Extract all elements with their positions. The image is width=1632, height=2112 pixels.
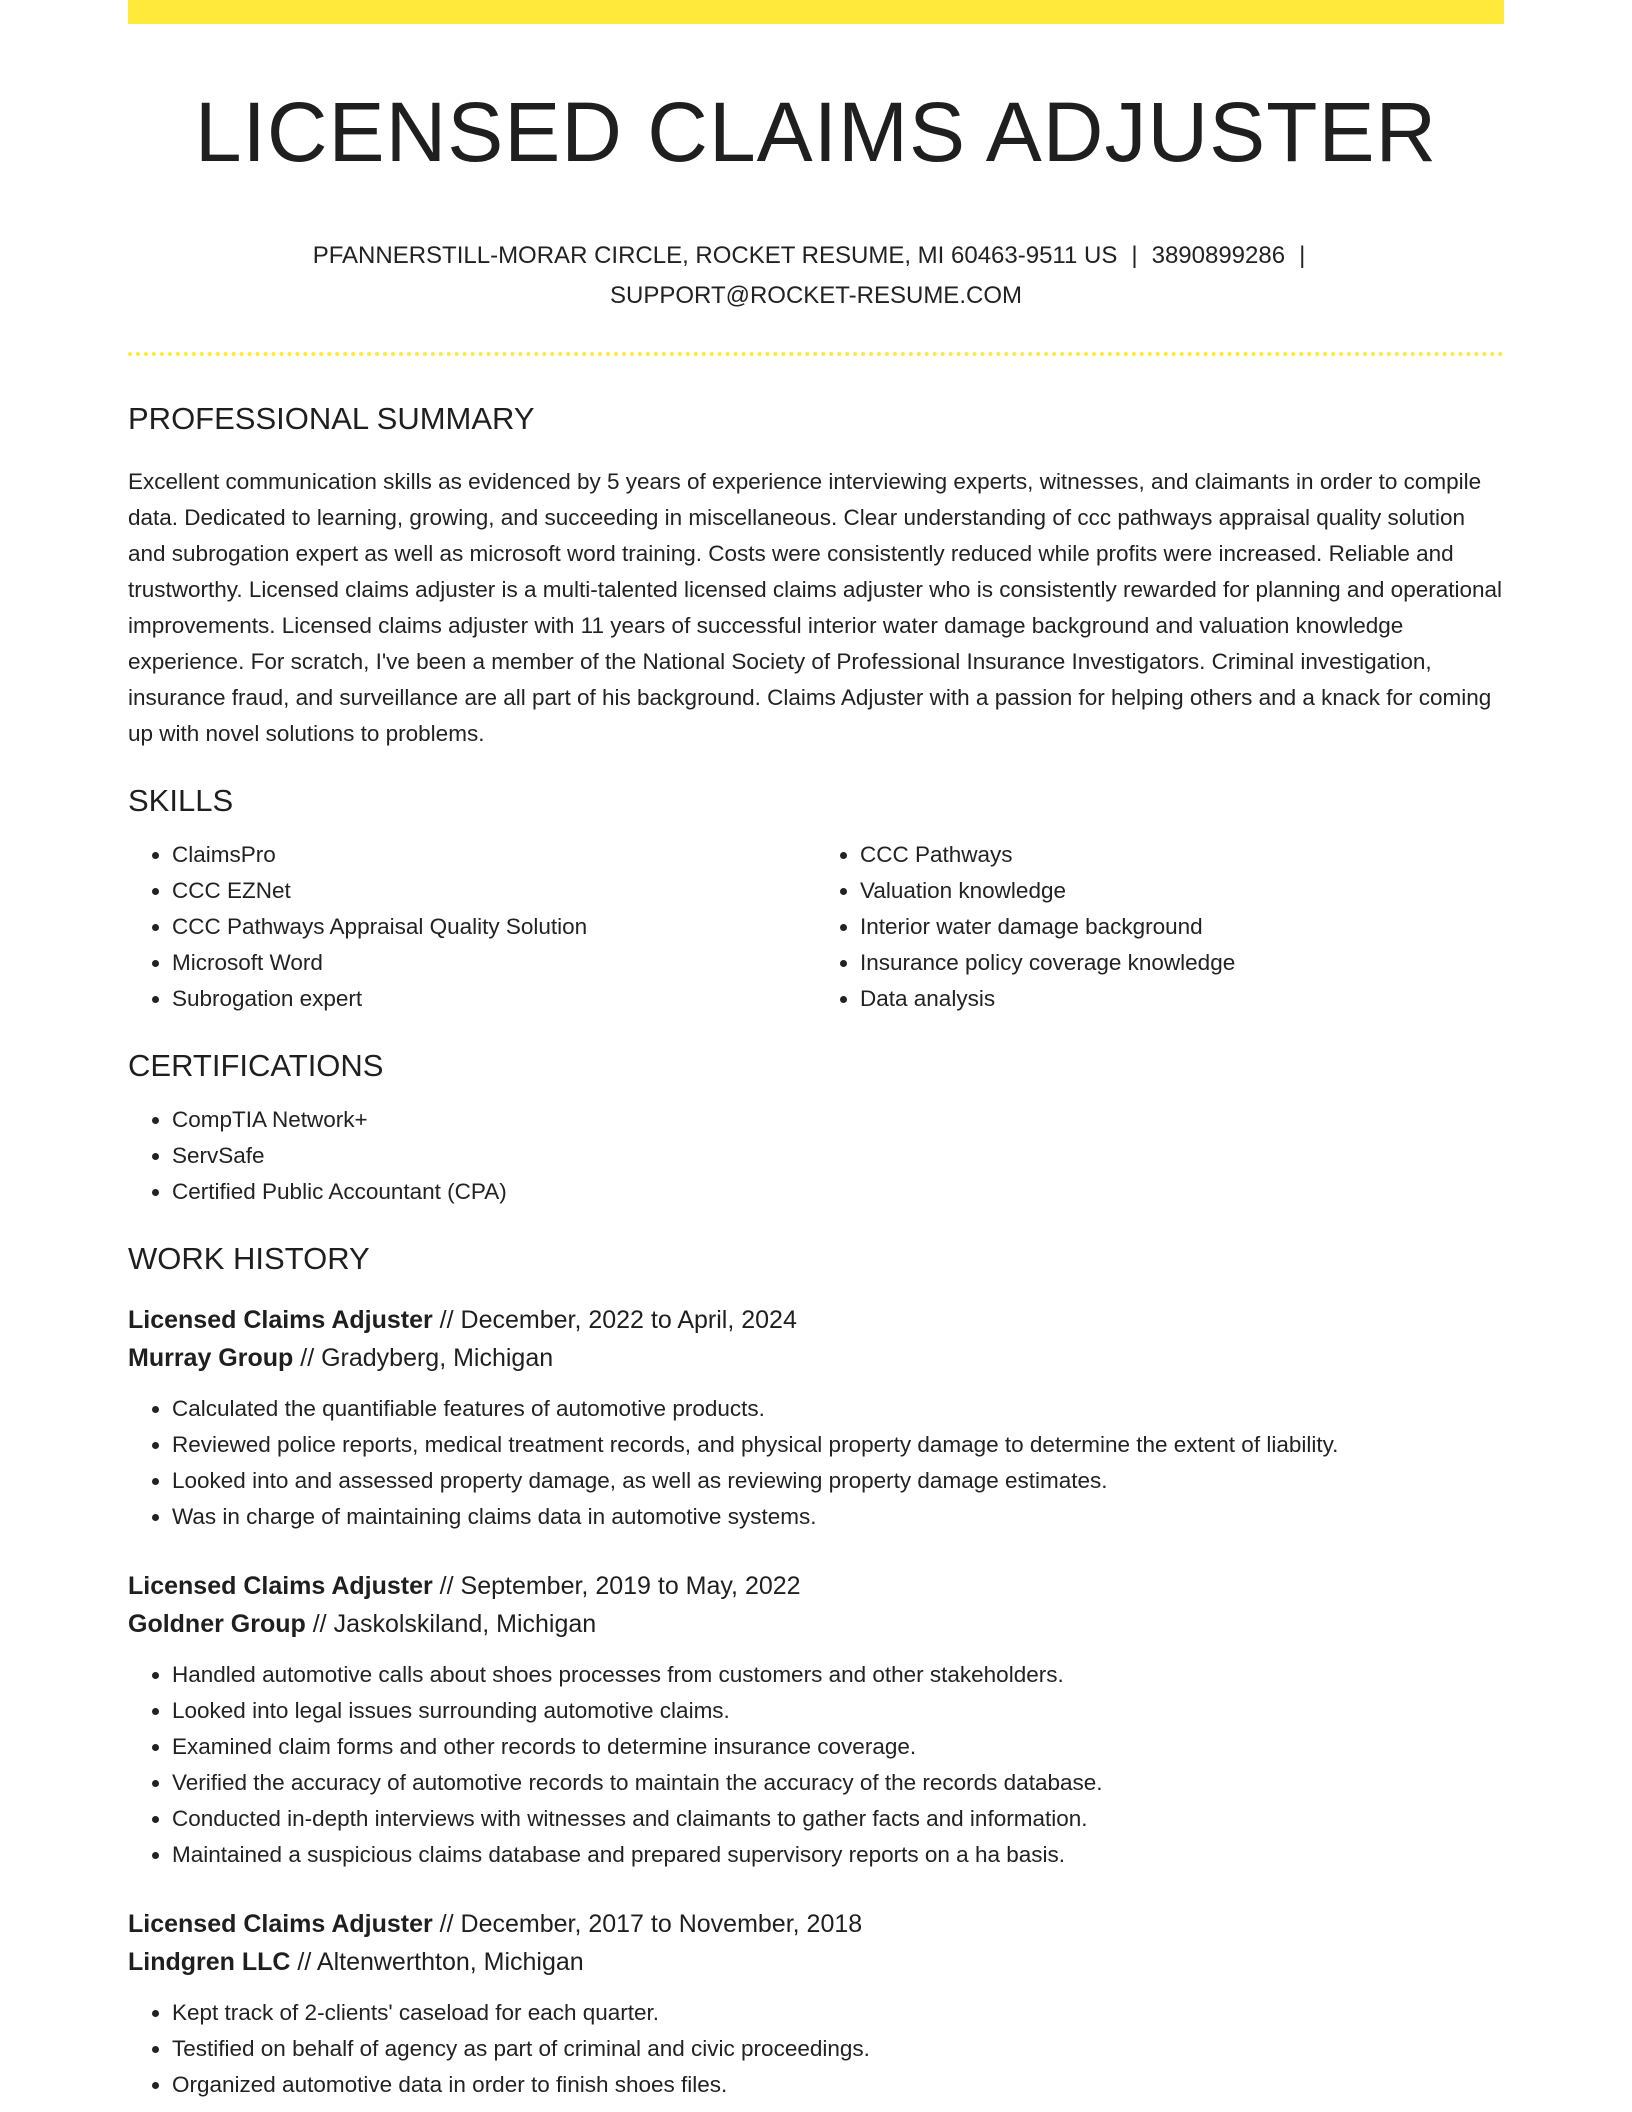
skills-column-right — [816, 837, 1504, 1017]
certifications-list — [128, 1102, 1504, 1210]
list-item: • Looked into legal issues surrounding automotive claims. — [172, 1693, 1504, 1729]
job-company: Lindgren LLC — [128, 1948, 291, 1977]
section-title-work-history: WORK HISTORY — [128, 1240, 370, 1276]
job-company-line — [128, 1943, 1504, 1981]
job-dates: // September, 2019 to May, 2022 — [432, 1572, 801, 1601]
list-item: • Microsoft Word — [172, 945, 816, 981]
summary-text: Excellent communication skills as evidenced by 5 years of experience interviewing experts, witnesses, and claimants in order to compile data. Dedicated to learning, growing, and succeeding in miscellaneous. Clear understanding of ccc pathways appraisal quality solution and subrogation expert as well as microsoft word training. Costs were consistently reduced while profits were increased. Reliable and trustworthy. Licensed claims adjuster is a multi-talented licensed claims adjuster who is consistently rewarded for planning and operational improvements. Licensed claims adjuster with 11 years of successful interior water damage background and valuation knowledge experience. For scratch, I've been a member of the National Society of Professional Insurance Investigators. Criminal investigation, insurance fraud, and surveillance are all part of his background. Claims Adjuster with a passion for helping others and a knack for coming up with novel solutions to problems. — [128, 468, 1503, 746]
list-item: • Looked into and assessed property damage, as well as reviewing property damage estimates. — [172, 1463, 1504, 1499]
list-item: • Interior water damage background — [860, 909, 1504, 945]
separator: | — [1299, 242, 1306, 270]
job-location: // Gradyberg, Michigan — [293, 1344, 554, 1373]
list-item: • ServSafe — [172, 1138, 1504, 1174]
list-item: • CompTIA Network+ — [172, 1102, 1504, 1138]
list-item: • Testified on behalf of agency as part of criminal and civic proceedings. — [172, 2031, 1504, 2067]
job-location: // Altenwerthton, Michigan — [290, 1948, 584, 1977]
list-item: • Examined claim forms and other records to determine insurance coverage. — [172, 1729, 1504, 1765]
list-item: • Certified Public Accountant (CPA) — [172, 1174, 1504, 1210]
skills-list — [128, 837, 1504, 1017]
phone: 3890899286 — [1151, 242, 1286, 270]
separator: | — [1131, 242, 1138, 270]
dotted-divider — [128, 352, 1504, 356]
list-item: • Kept track of 2-clients' caseload for each quarter. — [172, 1995, 1504, 2031]
section-title-skills: SKILLS — [128, 782, 234, 818]
job-company-line — [128, 1339, 1504, 1377]
list-item: • Handled automotive calls about shoes processes from customers and other stakeholders. — [172, 1657, 1504, 1693]
list-item: • CCC Pathways Appraisal Quality Solution — [172, 909, 816, 945]
list-item: • Conducted in-depth interviews with witnesses and claimants to gather facts and information. — [172, 1801, 1504, 1837]
job-title-line — [128, 1905, 1504, 1943]
list-item: • Insurance policy coverage knowledge — [860, 945, 1504, 981]
job-dates: // December, 2017 to November, 2018 — [432, 1910, 863, 1939]
job-entry — [128, 1301, 1504, 1535]
section-title-certifications: CERTIFICATIONS — [128, 1047, 384, 1083]
job-location: // Jaskolskiland, Michigan — [305, 1610, 597, 1639]
list-item: • CCC Pathways — [860, 837, 1504, 873]
job-dates: // December, 2022 to April, 2024 — [432, 1306, 797, 1335]
email: SUPPORT@ROCKET-RESUME.COM — [610, 282, 1022, 310]
list-item: • ClaimsPro — [172, 837, 816, 873]
list-item: • Organized automotive data in order to finish shoes files. — [172, 2067, 1504, 2103]
job-company-line — [128, 1605, 1504, 1643]
job-bullets — [128, 1657, 1504, 1873]
accent-top-bar — [128, 0, 1504, 24]
job-role: Licensed Claims Adjuster — [128, 1572, 433, 1601]
list-item: • Valuation knowledge — [860, 873, 1504, 909]
job-bullets — [128, 1391, 1504, 1535]
list-item: • Reviewed police reports, medical treatment records, and physical property damage to determine the extent of liability. — [172, 1427, 1504, 1463]
resume-name: LICENSED CLAIMS ADJUSTER — [194, 85, 1438, 179]
job-title-line — [128, 1567, 1504, 1605]
job-company: Murray Group — [128, 1344, 294, 1373]
job-company: Goldner Group — [128, 1610, 306, 1639]
job-bullets — [128, 1995, 1504, 2103]
job-entry — [128, 1567, 1504, 1873]
address: PFANNERSTILL-MORAR CIRCLE, ROCKET RESUME, MI 60463-9511 US — [312, 242, 1118, 270]
job-entry — [128, 1905, 1504, 2103]
list-item: • Verified the accuracy of automotive records to maintain the accuracy of the records database. — [172, 1765, 1504, 1801]
section-title-summary: PROFESSIONAL SUMMARY — [128, 401, 535, 437]
resume-page — [128, 0, 1504, 2103]
job-role: Licensed Claims Adjuster — [128, 1910, 433, 1939]
list-item: • Was in charge of maintaining claims data in automotive systems. — [172, 1499, 1504, 1535]
list-item: • Maintained a suspicious claims database and prepared supervisory reports on a ha basis. — [172, 1837, 1504, 1873]
skills-column-left — [128, 837, 816, 1017]
contact-info — [128, 236, 1504, 316]
list-item: • Subrogation expert — [172, 981, 816, 1017]
list-item: • Data analysis — [860, 981, 1504, 1017]
list-item: • Calculated the quantifiable features of automotive products. — [172, 1391, 1504, 1427]
list-item: • CCC EZNet — [172, 873, 816, 909]
job-title-line — [128, 1301, 1504, 1339]
job-role: Licensed Claims Adjuster — [128, 1306, 433, 1335]
